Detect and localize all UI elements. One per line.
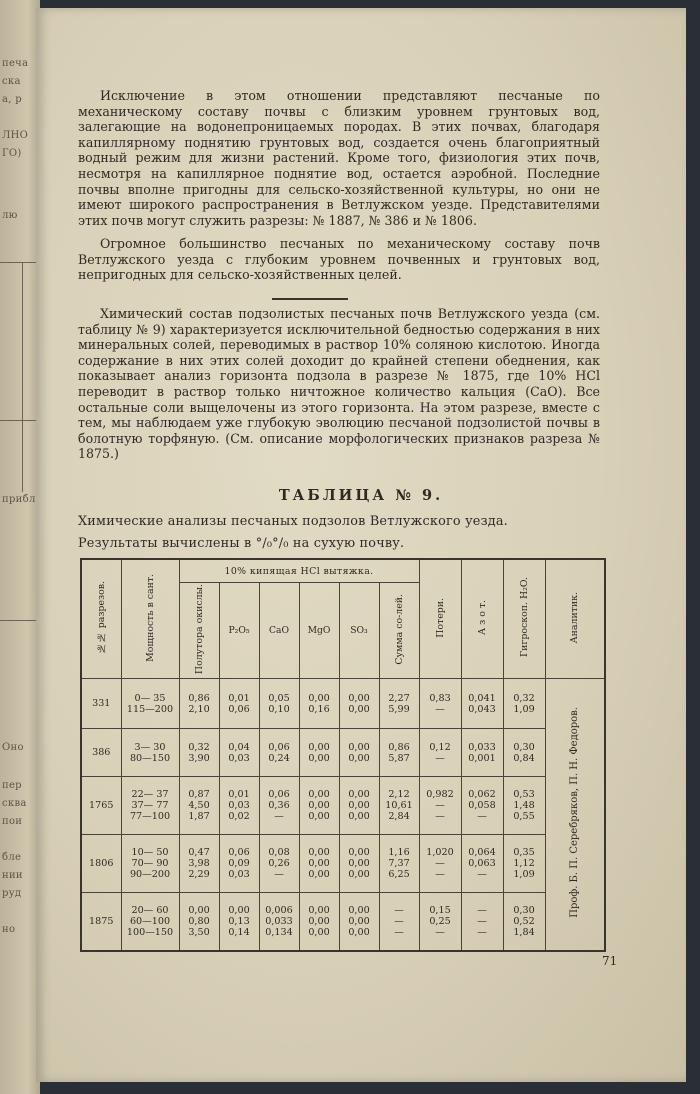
cell-section: 331 — [81, 679, 121, 729]
paragraph-majority — [78, 236, 600, 283]
cell-nitrogen: 0,033 0,001 — [468, 741, 496, 764]
paragraph-text: Огромное большинство песчаных по механическому составу почв Ветлужского уезда с глубоким уровнем почвенных и грунтовых вод, непригодных для сельско-хозяйственных целей. — [78, 236, 600, 283]
header-cao — [259, 583, 299, 679]
header-label: А з о т. — [476, 600, 488, 635]
cell-section: 1806 — [81, 835, 121, 893]
left-page-fragment: ска — [2, 76, 21, 87]
cell-depth: 22— 37 37— 77 77—100 — [129, 789, 171, 822]
cell-r2o3: 0,87 4,50 1,87 — [188, 789, 210, 822]
table-title: ТАБЛИЦА № 9. — [278, 487, 444, 504]
header-salt-sum — [379, 583, 419, 679]
cell-p2o5: 0,01 0,06 — [228, 692, 250, 715]
left-page-rule — [0, 620, 40, 621]
left-page-fragment: сква — [2, 798, 27, 809]
cell-nitrogen: — — — — [477, 904, 487, 938]
cell-so3: 0,00 0,00 — [348, 692, 370, 715]
cell-loss: 0,83 — — [429, 692, 451, 715]
cell-section: 1765 — [81, 777, 121, 835]
header-label: SO₃ — [350, 625, 368, 636]
cell-depth: 10— 50 70— 90 90—200 — [129, 847, 171, 880]
header-loss — [419, 559, 461, 679]
table-caption-units: Результаты вычислены в °/₀°/₀ на сухую почву. — [78, 536, 405, 551]
left-page-fragment: печа — [2, 58, 29, 69]
header-hcl-extract: 10% кипящая HCl вытяжка. — [179, 559, 419, 583]
header-label: MgO — [307, 625, 331, 636]
cell-section: 386 — [81, 729, 121, 777]
cell-sum: 2,12 10,61 2,84 — [385, 789, 413, 822]
cell-mgo: 0,00 0,00 0,00 — [308, 847, 330, 880]
cell-so3: 0,00 0,00 0,00 — [348, 789, 370, 822]
table-row — [81, 893, 605, 951]
left-page-fragment: бле — [2, 852, 22, 863]
cell-depth: 3— 30 80—150 — [129, 741, 171, 764]
cell-cao: 0,06 0,24 — [268, 741, 290, 764]
cell-so3: 0,00 0,00 0,00 — [348, 904, 370, 938]
header-label: №№ разрезов. — [95, 581, 107, 654]
left-page-fragment: лю — [2, 210, 18, 221]
cell-cao: 0,06 0,36 — — [268, 789, 290, 822]
left-page-fragment: Оно — [2, 742, 24, 753]
table-row — [81, 777, 605, 835]
paragraph-text: Химический состав подзолистых песчаных почв Ветлужского уезда (см. таблицу № 9) характеризуется исключительной бедностью содержания в них минеральных солей, переводимых в раствор 10% соляною кислотою. Иногда содержание в них этих солей доходит до крайней степени обеднения, как показывает анализ горизонта подзола в разрезе № 1875, где 10% HCl переводит в раствор только ничтожное количество кальция (CaO). Все остальные соли выщелочены из этого горизонта. На этом разрезе, вместе с тем, мы наблюдаем уже глубокую эволюцию песчаной подзолистой почвы в болотную торфяную. (См. описание морфологических признаков разреза № 1875.) — [78, 306, 600, 462]
cell-sum: 0,86 5,87 — [388, 741, 410, 764]
cell-moisture: 0,30 0,52 1,84 — [513, 904, 535, 938]
left-page-fragment: нии — [2, 870, 23, 881]
analyst-name: Проф. Б. П. Серебряков, П. Н. Федоров. — [569, 707, 581, 919]
cell-moisture: 0,32 1,09 — [513, 692, 535, 715]
cell-loss: 1,020 — — — [426, 847, 454, 880]
cell-mgo: 0,00 0,00 — [308, 741, 330, 764]
left-page-rule — [22, 262, 23, 492]
analysis-table-wrapper — [80, 558, 604, 948]
header-label: Потери. — [434, 597, 446, 638]
table-row — [81, 679, 605, 729]
cell-mgo: 0,00 0,00 0,00 — [308, 904, 330, 938]
left-page-fragment: прибл — [2, 494, 36, 505]
header-label: Мощность в сант. — [144, 573, 156, 662]
left-page-rule — [0, 420, 40, 421]
cell-nitrogen: 0,062 0,058 — — [468, 789, 496, 822]
header-label: P₂O₅ — [228, 625, 250, 636]
left-page-edge — [0, 0, 40, 1094]
left-page-fragment: пер — [2, 780, 22, 791]
cell-p2o5: 0,01 0,03 0,02 — [228, 789, 250, 822]
cell-cao: 0,006 0,033 0,134 — [265, 904, 293, 938]
page-number: 71 — [602, 954, 618, 968]
cell-so3: 0,00 0,00 0,00 — [348, 847, 370, 880]
table-row — [81, 835, 605, 893]
cell-cao: 0,05 0,10 — [268, 692, 290, 715]
header-nitrogen — [461, 559, 503, 679]
left-page-fragment: пои — [2, 816, 23, 827]
cell-depth: 20— 60 60—100 100—150 — [126, 904, 174, 938]
left-page-fragment: ГО) — [2, 148, 22, 159]
cell-r2o3: 0,47 3,98 2,29 — [188, 847, 210, 880]
header-label: Аналитик. — [569, 591, 581, 644]
cell-p2o5: 0,06 0,09 0,03 — [228, 847, 250, 880]
cell-sum: 2,27 5,99 — [388, 692, 410, 715]
cell-mgo: 0,00 0,00 0,00 — [308, 789, 330, 822]
table-caption: Химические анализы песчаных подзолов Ветлужского уезда. — [78, 514, 508, 529]
cell-cao: 0,08 0,26 — — [268, 847, 290, 880]
paragraph-chemistry — [78, 306, 600, 462]
header-p2o5 — [219, 583, 259, 679]
header-analyst — [545, 559, 605, 679]
paragraph-text: Исключение в этом отношении представляют песчаные по механическому составу почвы с близким уровнем грунтовых вод, залегающие на водонепроницаемых породах. В этих почвах, благодаря капиллярному поднятию грунтовых вод, создается очень благоприятный водный режим для жизни растений. Кроме того, физиология этих почв, несмотря на капиллярное поднятие вод, остается аэробной. Последние почвы вполне пригодны для сельско-хозяйственной культуры, но они не имеют широкого распространения в Ветлужском уезде. Представителями этих почв могут служить разрезы: № 1887, № 386 и № 1806. — [78, 88, 600, 228]
header-label: Полутора окислы. — [193, 583, 205, 675]
header-moisture — [503, 559, 545, 679]
cell-mgo: 0,00 0,16 — [308, 692, 330, 715]
cell-moisture: 0,30 0,84 — [513, 741, 535, 764]
header-r2o3 — [179, 583, 219, 679]
header-so3 — [339, 583, 379, 679]
left-page-fragment: а, р — [2, 94, 22, 105]
header-label: Гигроскоп. H₂O. — [518, 577, 530, 658]
cell-p2o5: 0,04 0,03 — [228, 741, 250, 764]
header-mgo — [299, 583, 339, 679]
cell-depth: 0— 35 115—200 — [126, 692, 174, 715]
paragraph-exception — [78, 88, 600, 228]
cell-r2o3: 0,00 0,80 3,50 — [188, 904, 210, 938]
book-page — [36, 8, 686, 1082]
cell-so3: 0,00 0,00 — [348, 741, 370, 764]
header-section-number — [81, 559, 121, 679]
cell-section: 1875 — [81, 893, 121, 951]
cell-analyst — [545, 679, 605, 951]
cell-moisture: 0,35 1,12 1,09 — [513, 847, 535, 880]
cell-sum: — — — — [394, 904, 404, 938]
cell-r2o3: 0,32 3,90 — [188, 741, 210, 764]
cell-sum: 1,16 7,37 6,25 — [388, 847, 410, 880]
left-page-fragment: руд — [2, 888, 22, 899]
cell-nitrogen: 0,064 0,063 — — [468, 847, 496, 880]
cell-r2o3: 0,86 2,10 — [188, 692, 210, 715]
table-row — [81, 729, 605, 777]
header-depth — [121, 559, 179, 679]
analysis-table — [80, 558, 606, 952]
cell-nitrogen: 0,041 0,043 — [468, 692, 496, 715]
cell-loss: 0,15 0,25 — — [429, 904, 451, 938]
section-separator — [272, 298, 348, 300]
cell-loss: 0,12 — — [429, 741, 451, 764]
cell-moisture: 0,53 1,48 0,55 — [513, 789, 535, 822]
header-label: Сумма со-лей. — [393, 593, 405, 665]
cell-p2o5: 0,00 0,13 0,14 — [228, 904, 250, 938]
left-page-rule — [0, 262, 40, 263]
header-label: CaO — [268, 625, 290, 636]
left-page-fragment: но — [2, 924, 16, 935]
left-page-fragment: ЛНО — [2, 130, 29, 141]
cell-loss: 0,982 — — — [426, 789, 454, 822]
